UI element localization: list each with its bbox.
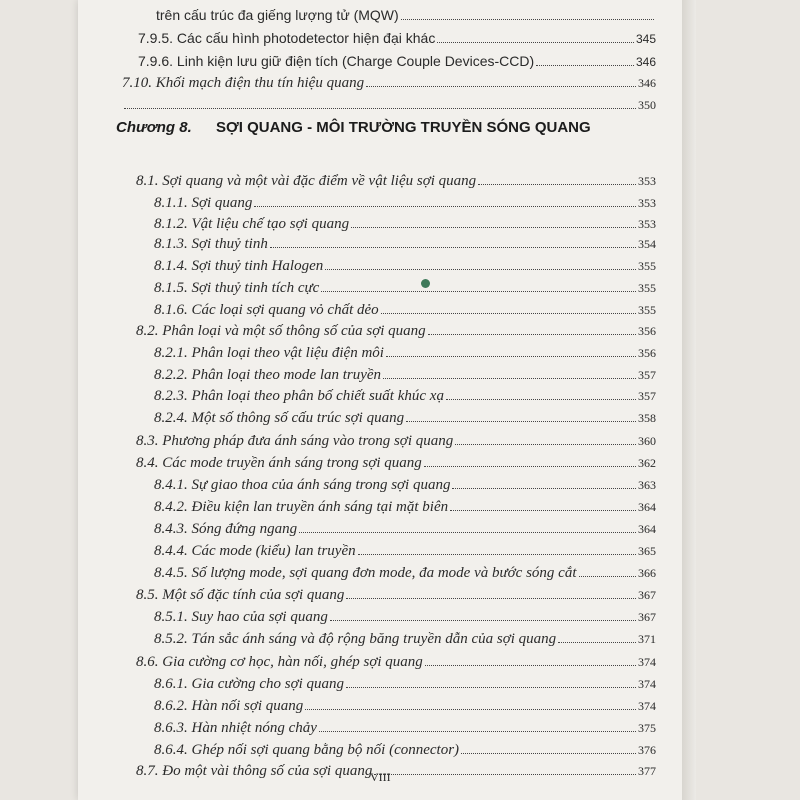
leader-dots (254, 192, 636, 207)
entry-title: 8.3. Phương pháp đưa ánh sáng vào trong sợi quang (136, 433, 454, 449)
leader-dots (455, 430, 636, 445)
entry-title: 8.1.1. Sợi quang (154, 195, 253, 211)
toc-section-entry (136, 452, 656, 474)
entry-title: 8.1. Sợi quang và một vài đặc điểm về vật liệu sợi quang (136, 173, 477, 189)
entry-page: 358 (638, 411, 656, 425)
leader-dots (450, 496, 636, 511)
entry-title: 8.5.2. Tán sắc ánh sáng và độ rộng băng truyền dẫn của sợi quang (154, 631, 557, 647)
entry-page: 374 (638, 677, 656, 691)
entry-page: 367 (638, 610, 656, 624)
toc-subsection-entry (154, 474, 656, 496)
toc-section-entry (136, 430, 656, 452)
toc-section-entry (136, 651, 656, 673)
toc-subsection-entry (154, 385, 656, 407)
chapter-title: SỢI QUANG - MÔI TRƯỜNG TRUYỀN SÓNG QUANG (215, 119, 591, 136)
chapter-heading (116, 114, 591, 142)
entry-title: 8.1.4. Sợi thuỷ tinh Halogen (154, 258, 324, 274)
entry-title: 8.1.6. Các loại sợi quang vỏ chất dẻo (154, 302, 379, 318)
entry-title: 8.4.5. Số lượng mode, sợi quang đơn mode, đa mode và bước sóng cắt (154, 565, 577, 581)
toc-subsection-entry (154, 717, 656, 739)
entry-title: 8.4.3. Sóng đứng ngang (154, 521, 298, 537)
toc-entry: 7.9.6. Linh kiện lưu giữ điện tích (Charge Couple Devices-CCD) 346 (138, 53, 656, 69)
entry-title: 8.2.4. Một số thông số cấu trúc sợi quang (154, 410, 405, 426)
toc-entry: 7.9.5. Các cấu hình photodetector hiện đại khác 345 (138, 30, 656, 46)
entry-title: 8.2.2. Phân loại theo mode lan truyền (154, 367, 382, 383)
leader-dots (374, 760, 636, 775)
entry-page: 353 (638, 174, 656, 188)
toc-subsection-entry (154, 739, 656, 761)
toc-entry: 350 (122, 94, 656, 116)
leader-dots (305, 695, 636, 710)
entry-page: 364 (638, 500, 656, 514)
toc-subsection-entry (154, 364, 656, 386)
entry-title: 8.5.1. Suy hao của sợi quang (154, 609, 328, 625)
entry-page: 353 (638, 196, 656, 210)
toc-entry: 7.10. Khối mạch điện thu tín hiệu quang 346 (122, 72, 656, 94)
entry-page: 364 (638, 522, 656, 536)
entry-title: 8.4.2. Điều kiện lan truyền ánh sáng tại mặt biên (154, 499, 449, 515)
leader-dots (478, 170, 636, 185)
chapter-label: Chương 8. (116, 119, 192, 136)
toc-subsection-entry (154, 255, 656, 277)
leader-dots (558, 628, 636, 643)
entry-title: 8.1.2. Vật liệu chế tạo sợi quang (154, 216, 350, 232)
entry-page: 356 (638, 324, 656, 338)
entry-title: 8.5. Một số đặc tính của sợi quang (136, 587, 345, 603)
entry-page: 374 (638, 655, 656, 669)
entry-page: 365 (638, 544, 656, 558)
toc-subsection-entry (154, 299, 656, 321)
toc-subsection-entry (154, 562, 656, 584)
toc-subsection-entry (154, 628, 656, 650)
entry-page: 357 (638, 368, 656, 382)
entry-title: 8.1.5. Sợi thuỷ tinh tích cực (154, 280, 320, 296)
entry-title: 8.6.1. Gia cường cho sợi quang (154, 676, 345, 692)
entry-title: 8.2.1. Phân loại theo vật liệu điện môi (154, 345, 384, 361)
leader-dots (319, 717, 636, 732)
leader-dots (386, 342, 636, 357)
toc-section-entry (136, 320, 656, 342)
leader-dots (383, 364, 636, 379)
toc-subsection-entry (154, 606, 656, 628)
entry-page: 377 (638, 764, 656, 778)
entry-title: 8.6.4. Ghép nối sợi quang bằng bộ nối (connector) (154, 742, 460, 758)
toc-section-entry (136, 170, 656, 192)
dot-mark (421, 279, 430, 288)
entry-page: 357 (638, 389, 656, 403)
page-number: VIII (370, 770, 391, 784)
leader-dots (452, 474, 636, 489)
toc-subsection-entry (154, 540, 656, 562)
leader-dots (381, 299, 636, 314)
entry-page: 355 (638, 281, 656, 295)
toc-entry: trên cấu trúc đa giếng lượng tử (MQW) (156, 4, 656, 26)
leader-dots (270, 233, 636, 248)
toc-subsection-entry (154, 277, 656, 299)
leader-dots (346, 584, 636, 599)
entry-title: 8.4. Các mode truyền ánh sáng trong sợi quang (136, 455, 422, 471)
leader-dots (424, 452, 636, 467)
entry-title: 8.2.3. Phân loại theo phân bố chiết suất khúc xạ (154, 388, 444, 404)
leader-dots (401, 5, 654, 20)
leader-dots (299, 518, 636, 533)
entry-page: 375 (638, 721, 656, 735)
leader-dots (446, 385, 636, 400)
leader-dots (330, 606, 636, 621)
entry-page: 355 (638, 259, 656, 273)
entry-title: 8.2. Phân loại và một số thông số của sợi quang (136, 323, 426, 339)
toc-subsection-entry (154, 518, 656, 540)
leader-dots (351, 213, 636, 228)
entry-title: 8.4.4. Các mode (kiểu) lan truyền (154, 543, 356, 559)
entry-title: 8.6.3. Hàn nhiệt nóng chảy (154, 720, 317, 736)
leader-dots (321, 277, 636, 292)
toc-subsection-entry (154, 192, 656, 214)
entry-title: 8.7. Đo một vài thông số của sợi quang (136, 763, 373, 779)
leader-dots (536, 51, 634, 66)
entry-page: 376 (638, 743, 656, 757)
leader-dots (346, 673, 636, 688)
leader-dots (325, 255, 636, 270)
entry-page: 363 (638, 478, 656, 492)
entry-page: 360 (638, 434, 656, 448)
toc-subsection-entry (154, 407, 656, 429)
entry-page: 354 (638, 237, 656, 251)
toc-section-entry (136, 760, 656, 782)
entry-page: 366 (638, 566, 656, 580)
leader-dots (366, 72, 636, 87)
entry-page: 353 (638, 217, 656, 231)
entry-title: 8.1.3. Sợi thuỷ tinh (154, 236, 268, 252)
toc-section-entry (136, 584, 656, 606)
leader-dots (461, 739, 636, 754)
entry-page: 367 (638, 588, 656, 602)
entry-page: 371 (638, 632, 656, 646)
entry-page: 356 (638, 346, 656, 360)
page-edge (682, 0, 696, 800)
entry-title: 8.6. Gia cường cơ học, hàn nối, ghép sợi quang (136, 654, 423, 670)
toc-subsection-entry (154, 233, 656, 255)
leader-dots (425, 651, 636, 666)
leader-dots (579, 562, 636, 577)
leader-dots (124, 94, 636, 109)
entry-page: 362 (638, 456, 656, 470)
toc-subsection-entry (154, 342, 656, 364)
leader-dots (437, 28, 634, 43)
leader-dots (428, 320, 636, 335)
toc-subsection-entry (154, 673, 656, 695)
entry-title: 8.4.1. Sự giao thoa của ánh sáng trong sợi quang (154, 477, 451, 493)
toc-subsection-entry (154, 695, 656, 717)
leader-dots (358, 540, 636, 555)
leader-dots (406, 407, 636, 422)
toc-subsection-entry (154, 496, 656, 518)
entry-title: 8.6.2. Hàn nối sợi quang (154, 698, 304, 714)
entry-page: 355 (638, 303, 656, 317)
toc-subsection-entry (154, 213, 656, 235)
entry-page: 374 (638, 699, 656, 713)
